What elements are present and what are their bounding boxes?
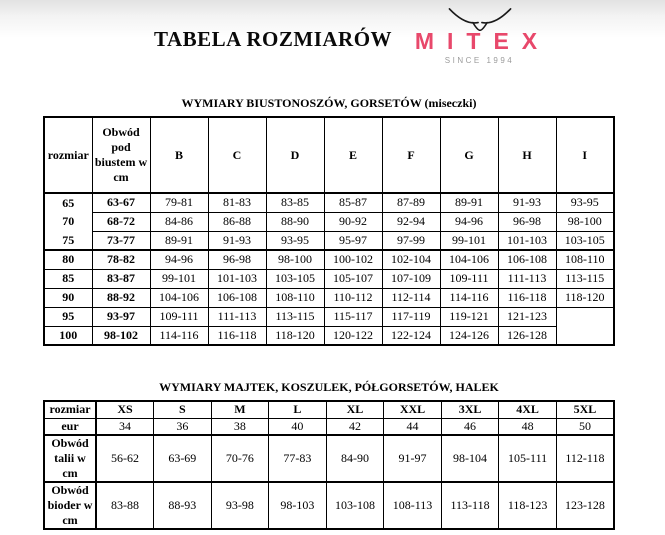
brand-logo-text: MITEX bbox=[414, 28, 551, 54]
table-cell: XL bbox=[326, 401, 384, 418]
table-cell: 63-67 bbox=[92, 193, 150, 212]
table-cell: eur bbox=[44, 418, 96, 435]
table-header-cell: G bbox=[440, 117, 498, 193]
table-cell: 84-90 bbox=[326, 435, 384, 482]
table-cell: XS bbox=[96, 401, 154, 418]
table-cell: 94-96 bbox=[440, 212, 498, 231]
table-cell: 36 bbox=[154, 418, 212, 435]
table-cell: 100 bbox=[44, 326, 92, 345]
table-cell: 98-104 bbox=[441, 435, 499, 482]
table-header-row bbox=[44, 117, 614, 193]
table-cell: 44 bbox=[384, 418, 442, 435]
table-cell: 83-87 bbox=[92, 269, 150, 288]
table-cell: 3XL bbox=[441, 401, 499, 418]
table-cell: 42 bbox=[326, 418, 384, 435]
table-cell bbox=[556, 307, 614, 326]
table-cell: 48 bbox=[499, 418, 557, 435]
table-cell: 115-117 bbox=[324, 307, 382, 326]
table-cell: 73-77 bbox=[92, 231, 150, 250]
table-cell: M bbox=[211, 401, 269, 418]
table-row bbox=[44, 193, 614, 212]
table-cell: 89-91 bbox=[150, 231, 208, 250]
table-cell: 99-101 bbox=[150, 269, 208, 288]
table-cell: 124-126 bbox=[440, 326, 498, 345]
table-header-cell: F bbox=[382, 117, 440, 193]
table-cell: 102-104 bbox=[382, 250, 440, 269]
table-cell: 77-83 bbox=[269, 435, 327, 482]
table-cell: 87-89 bbox=[382, 193, 440, 212]
page-title: TABELA ROZMIARÓW bbox=[154, 27, 393, 51]
table-cell: 113-115 bbox=[556, 269, 614, 288]
table-cell: 109-111 bbox=[440, 269, 498, 288]
table-header-cell: Obwód pod biustem w cm bbox=[92, 117, 150, 193]
table-cell: 83-85 bbox=[266, 193, 324, 212]
table-cell: 85-87 bbox=[324, 193, 382, 212]
table-cell: 50 bbox=[556, 418, 614, 435]
table-header-cell: D bbox=[266, 117, 324, 193]
table-cell: XXL bbox=[384, 401, 442, 418]
table-cell: 90 bbox=[44, 288, 92, 307]
table-cell: 105-107 bbox=[324, 269, 382, 288]
table-cell: 88-93 bbox=[154, 482, 212, 529]
table-row bbox=[44, 231, 614, 250]
table-cell: 34 bbox=[96, 418, 154, 435]
table-cell: 122-124 bbox=[382, 326, 440, 345]
table-cell: 92-94 bbox=[382, 212, 440, 231]
table-cell: 108-113 bbox=[384, 482, 442, 529]
table-row bbox=[44, 269, 614, 288]
table-cell: 101-103 bbox=[208, 269, 266, 288]
table-cell: 80 bbox=[44, 250, 92, 269]
table-cell: 117-119 bbox=[382, 307, 440, 326]
table-cell: 106-108 bbox=[498, 250, 556, 269]
table-cell: 70 bbox=[44, 212, 92, 231]
table-cell: 94-96 bbox=[150, 250, 208, 269]
table-cell: 98-103 bbox=[269, 482, 327, 529]
table-cell: 78-82 bbox=[92, 250, 150, 269]
table-cell: 101-103 bbox=[498, 231, 556, 250]
table-cell: 68-72 bbox=[92, 212, 150, 231]
table-row bbox=[44, 401, 614, 418]
table-cell: 118-123 bbox=[499, 482, 557, 529]
table-cell: 40 bbox=[269, 418, 327, 435]
table-cell: 116-118 bbox=[498, 288, 556, 307]
table-header-cell: H bbox=[498, 117, 556, 193]
table-cell: 99-101 bbox=[440, 231, 498, 250]
garment-table-body bbox=[44, 401, 614, 529]
table-cell: 114-116 bbox=[150, 326, 208, 345]
table-cell: 88-90 bbox=[266, 212, 324, 231]
table-header-cell: I bbox=[556, 117, 614, 193]
table-cell: 103-105 bbox=[266, 269, 324, 288]
table-cell: 111-113 bbox=[498, 269, 556, 288]
table-cell: 109-111 bbox=[150, 307, 208, 326]
table-row bbox=[44, 250, 614, 269]
table-cell: 119-121 bbox=[440, 307, 498, 326]
bra-table-section bbox=[43, 96, 615, 346]
table-cell: 85 bbox=[44, 269, 92, 288]
table-cell: 106-108 bbox=[208, 288, 266, 307]
table-cell: Obwód talii w cm bbox=[44, 435, 96, 482]
table-cell: 105-111 bbox=[499, 435, 557, 482]
table-cell: 4XL bbox=[499, 401, 557, 418]
brand-logo bbox=[402, 5, 557, 65]
table-cell: rozmiar bbox=[44, 401, 96, 418]
garment-table-section bbox=[43, 380, 615, 530]
table-cell: 86-88 bbox=[208, 212, 266, 231]
table-header-cell: E bbox=[324, 117, 382, 193]
table-cell: 95-97 bbox=[324, 231, 382, 250]
table-header-cell: rozmiar bbox=[44, 117, 92, 193]
table-cell: 120-122 bbox=[324, 326, 382, 345]
table-cell: L bbox=[269, 401, 327, 418]
garment-size-table bbox=[43, 400, 615, 530]
garment-table-caption: WYMIARY MAJTEK, KOSZULEK, PÓŁGORSETÓW, HALEK bbox=[159, 380, 499, 394]
table-row bbox=[44, 482, 614, 529]
table-cell: 93-95 bbox=[266, 231, 324, 250]
bra-table-body bbox=[44, 193, 614, 345]
table-cell: 38 bbox=[211, 418, 269, 435]
bra-size-table bbox=[43, 116, 615, 346]
table-cell: 95 bbox=[44, 307, 92, 326]
table-cell bbox=[556, 326, 614, 345]
table-cell: 90-92 bbox=[324, 212, 382, 231]
table-cell: 98-102 bbox=[92, 326, 150, 345]
table-cell: 65 bbox=[44, 193, 92, 212]
table-cell: 100-102 bbox=[324, 250, 382, 269]
table-cell: 103-105 bbox=[556, 231, 614, 250]
table-cell: 93-95 bbox=[556, 193, 614, 212]
table-cell: 91-97 bbox=[384, 435, 442, 482]
table-row bbox=[44, 418, 614, 435]
table-cell: 5XL bbox=[556, 401, 614, 418]
table-cell: 91-93 bbox=[498, 193, 556, 212]
table-cell: 96-98 bbox=[498, 212, 556, 231]
table-cell: 126-128 bbox=[498, 326, 556, 345]
table-header-cell: B bbox=[150, 117, 208, 193]
table-cell: S bbox=[154, 401, 212, 418]
table-cell: 89-91 bbox=[440, 193, 498, 212]
table-cell: 96-98 bbox=[208, 250, 266, 269]
table-cell: 75 bbox=[44, 231, 92, 250]
table-row bbox=[44, 307, 614, 326]
table-cell: Obwód bioder w cm bbox=[44, 482, 96, 529]
table-cell: 118-120 bbox=[266, 326, 324, 345]
table-row bbox=[44, 435, 614, 482]
table-header-cell: C bbox=[208, 117, 266, 193]
bra-table-caption: WYMIARY BIUSTONOSZÓW, GORSETÓW (miseczki) bbox=[181, 96, 477, 110]
table-cell: 79-81 bbox=[150, 193, 208, 212]
table-cell: 114-116 bbox=[440, 288, 498, 307]
table-cell: 93-98 bbox=[211, 482, 269, 529]
table-cell: 98-100 bbox=[266, 250, 324, 269]
table-cell: 83-88 bbox=[96, 482, 154, 529]
table-cell: 112-118 bbox=[556, 435, 614, 482]
table-row bbox=[44, 212, 614, 231]
table-cell: 98-100 bbox=[556, 212, 614, 231]
table-cell: 104-106 bbox=[150, 288, 208, 307]
table-cell: 70-76 bbox=[211, 435, 269, 482]
table-cell: 108-110 bbox=[556, 250, 614, 269]
table-cell: 88-92 bbox=[92, 288, 150, 307]
table-cell: 63-69 bbox=[154, 435, 212, 482]
table-cell: 104-106 bbox=[440, 250, 498, 269]
table-cell: 91-93 bbox=[208, 231, 266, 250]
table-cell: 81-83 bbox=[208, 193, 266, 212]
table-cell: 103-108 bbox=[326, 482, 384, 529]
table-cell: 56-62 bbox=[96, 435, 154, 482]
table-row bbox=[44, 288, 614, 307]
table-row bbox=[44, 326, 614, 345]
table-cell: 97-99 bbox=[382, 231, 440, 250]
table-cell: 113-118 bbox=[441, 482, 499, 529]
table-cell: 110-112 bbox=[324, 288, 382, 307]
table-cell: 121-123 bbox=[498, 307, 556, 326]
table-cell: 118-120 bbox=[556, 288, 614, 307]
table-cell: 93-97 bbox=[92, 307, 150, 326]
table-cell: 116-118 bbox=[208, 326, 266, 345]
table-cell: 46 bbox=[441, 418, 499, 435]
brand-since-text: SINCE 1994 bbox=[444, 56, 515, 65]
table-cell: 113-115 bbox=[266, 307, 324, 326]
table-cell: 112-114 bbox=[382, 288, 440, 307]
table-cell: 111-113 bbox=[208, 307, 266, 326]
table-cell: 107-109 bbox=[382, 269, 440, 288]
table-cell: 84-86 bbox=[150, 212, 208, 231]
table-cell: 108-110 bbox=[266, 288, 324, 307]
table-cell: 123-128 bbox=[556, 482, 614, 529]
